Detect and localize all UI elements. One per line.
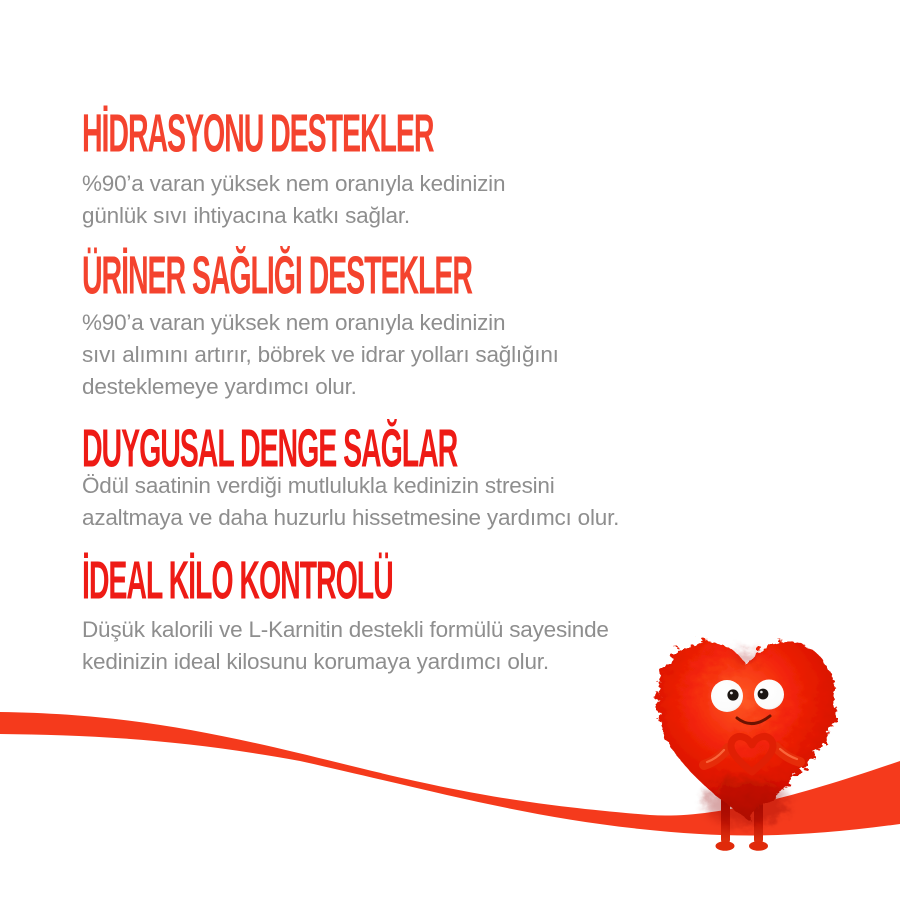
body-line: kedinizin ideal kilosunu korumaya yardımcı olur. (82, 649, 549, 674)
body-line: %90’a varan yüksek nem oranıyla kedinizin (82, 310, 506, 335)
body-line: Ödül saatinin verdiği mutlulukla kedinizin stresini (82, 473, 555, 498)
left-foot (716, 841, 735, 851)
body-line: günlük sıvı ihtiyacına katkı sağlar. (82, 203, 410, 228)
body-line: Düşük kalorili ve L-Karnitin destekli formülü sayesinde (82, 617, 609, 642)
body-line: azaltmaya ve daha huzurlu hissetmesine yardımcı olur. (82, 505, 620, 530)
section-heading-hydration: HİDRASYONU DESTEKLER (82, 103, 434, 165)
heart-bottom-shadow (704, 778, 788, 826)
section-heading-emotional-balance: DUYGUSAL DENGE SAĞLAR (82, 418, 458, 480)
body-line: %90’a varan yüksek nem oranıyla kedinizin (82, 171, 506, 196)
section-heading-urinary: ÜRİNER SAĞLIĞI DESTEKLER (82, 245, 472, 307)
right-foot (749, 841, 768, 851)
body-line: desteklemeye yardımcı olur. (82, 374, 357, 399)
right-pupil (758, 689, 769, 700)
section-heading-weight-control: İDEAL KİLO KONTROLÜ (82, 550, 393, 612)
body-line: sıvı alımını artırır, böbrek ve idrar yolları sağlığını (82, 342, 559, 367)
right-eye-glint (760, 691, 763, 694)
left-eye-glint (730, 692, 733, 695)
left-pupil (727, 689, 738, 700)
